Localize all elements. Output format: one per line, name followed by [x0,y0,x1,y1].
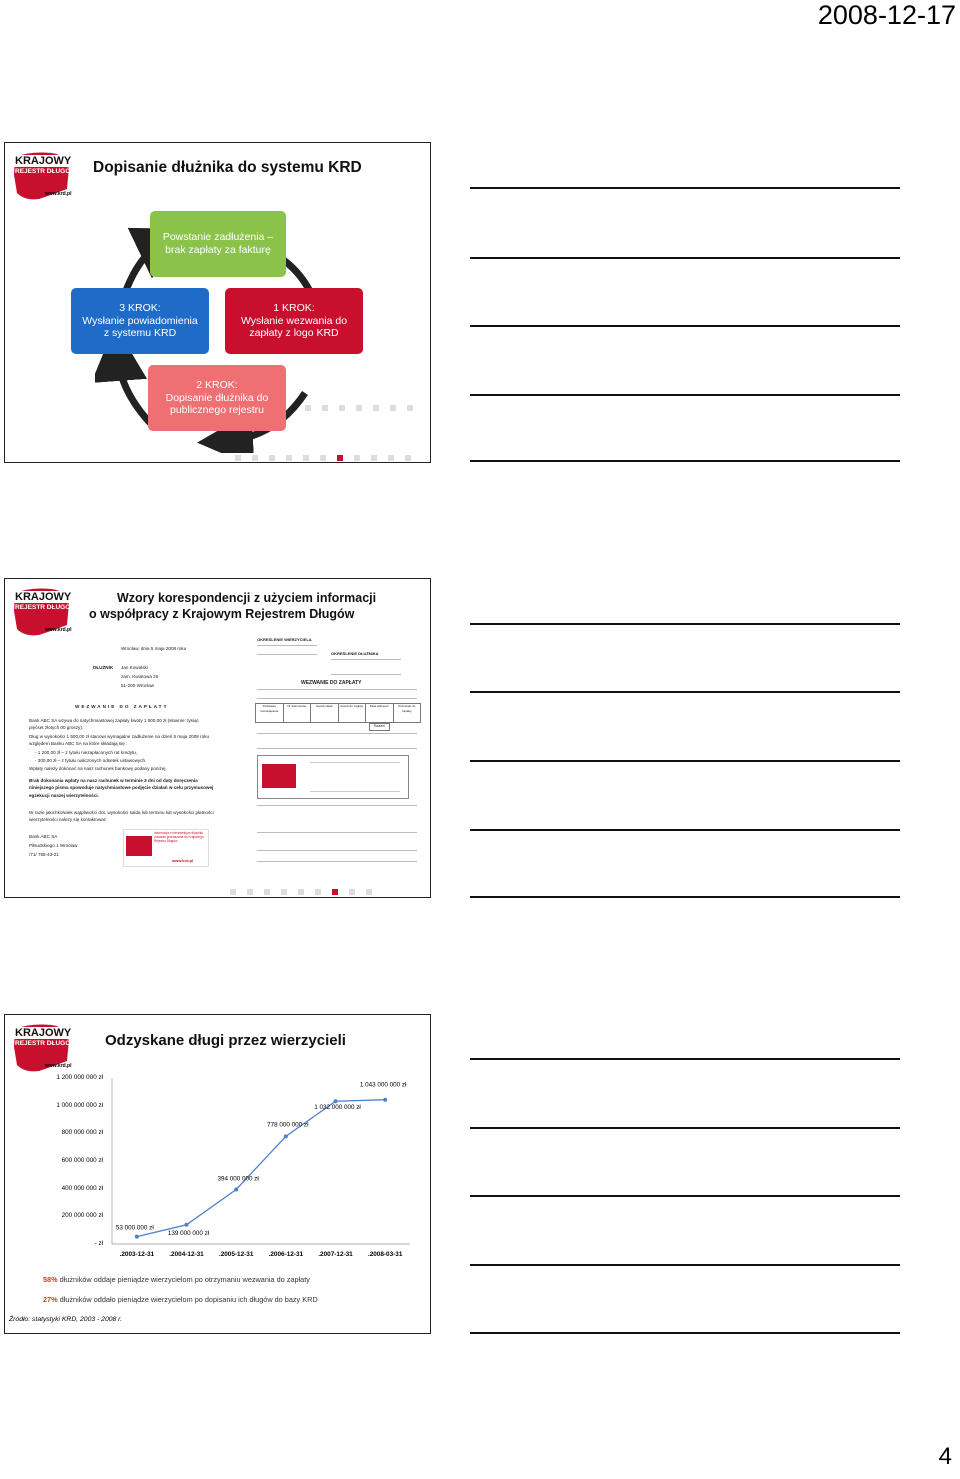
slide-2 [4,578,431,898]
y-tick-label: - zł [94,1240,103,1247]
logo-text-rejestr: REJESTR DŁUGÓW [15,168,77,175]
data-point [334,1099,338,1103]
data-point [284,1134,288,1138]
data-label: 1 043 000 000 zł [359,1081,407,1089]
doc-lines [257,689,417,699]
doc-closing: W razie jakichkolwiek wątpliwości dot. wysokości salda lub terminu lub wysokości płatności wierzytelności należy się kontaktować [29,810,214,823]
doc-lines [257,645,317,655]
logo-text-krajowy: KRAJOWY [15,1027,72,1039]
notes-line [470,896,900,898]
stat-2-text: dłużników oddało pieniądze wierzycielom po dopisaniu ich długów do bazy KRD [59,1295,318,1304]
box-right-line1: 1 KROK: [273,302,315,315]
doc-left [25,637,215,877]
box-top-line1: Powstanie zadłużenia – [162,231,274,244]
notice-logo [262,764,296,788]
doc-item1: - 1 200,00 zł – z tytułu niezapłaconych rat kredytu, [35,750,138,755]
box-step-3 [71,288,209,354]
series-line [137,1100,385,1237]
doc-lines [331,659,401,675]
doc-table [255,703,421,723]
box-top-line2: brak zapłaty za fakturę [165,244,271,256]
logo-text-rejestr: REJESTR DŁUGÓW [15,604,77,611]
logo-url: www.krd.pl [45,1063,72,1069]
decor-dots-3 [230,889,372,895]
box-left-line1: 3 KROK: [119,302,161,315]
y-tick-label: 600 000 000 zł [61,1157,103,1164]
box-bottom-line2: Dopisanie dłużnika do [165,391,269,404]
doc-right-heading: WEZWANIE DO ZAPŁATY [301,680,362,686]
table-header-cell: Data płatności [366,704,394,722]
data-label: 1 032 000 000 zł [314,1104,361,1112]
notes-line [470,1195,900,1197]
logo-url: www.krd.pl [45,191,72,197]
doc-debtor-label: DŁUŻNIK [93,665,114,670]
doc-place-date: Wrocław, dnia 5 maja 2008 roku [121,646,187,651]
doc-sender2: Piłsudskiego 1 Wrocław [29,843,78,848]
notes-line [470,187,900,189]
box-right-line3: zapłaty z logo KRD [249,327,339,340]
decor-dots-2 [235,455,411,461]
doc-krd-notice [257,755,409,799]
doc-warning: Brak dokonania wpłaty na nasz rachunek w terminie 3 dni od daty doręczenia niniejszego pisma spowoduje natychmiastowe podjęcie działań w celu przymusowej egzekucji naszej wierzytelności. [29,778,214,798]
doc-krd-stamp [123,829,209,867]
box-right-line2: Wysłanie wezwania do [240,314,348,327]
doc-lines [257,850,417,862]
slide-1 [4,142,431,463]
stat-1-pct: 58% [43,1275,58,1284]
stat-2-pct: 27% [43,1295,58,1304]
notes-line [470,1127,900,1129]
box-left-line3: z systemu KRD [103,327,177,340]
y-tick-label: 400 000 000 zł [61,1185,103,1192]
doc-item2: - 300,00 zł – z tytułu naliczonych odsetek ustawowych. [35,758,147,763]
x-tick-label: .2003-12-31 [119,1251,155,1258]
table-header-cell: Podstawa zobowiązania [256,704,284,722]
box-bottom-line3: publicznego rejestru [170,404,264,417]
notes-line [470,829,900,831]
table-header-cell: Kwota do zapłaty [339,704,367,722]
data-label: 53 000 000 zł [115,1224,154,1232]
data-point [234,1187,238,1191]
table-header-cell: Kwota salda [311,704,339,722]
y-tick-label: 800 000 000 zł [61,1129,103,1136]
x-tick-label: .2008-03-31 [367,1251,403,1258]
doc-right [231,635,421,880]
slide-3 [4,1014,431,1334]
notes-line [470,1058,900,1060]
table-header-cell: Nr dokumentu [284,704,312,722]
notes-line [470,257,900,259]
slide-1-title: Dopisanie dłużnika do systemu KRD [93,159,362,176]
page-date: 2008-12-17 [817,0,956,30]
box-left-line2: Wysłanie powiadomienia [82,314,198,327]
stat-1-text: dłużników oddaje pieniądze wierzycielom po otrzymaniu wezwania do zapłaty [59,1275,310,1284]
logo-text-rejestr: REJESTR DŁUGÓW [15,1040,77,1047]
notes-line [470,623,900,625]
box-debt-origin [150,211,286,277]
decor-dots-1 [305,405,413,411]
slide-2-title-line1: Wzory korespondencji z użyciem informacji [117,591,377,605]
notes-line [470,1332,900,1334]
data-point [383,1098,387,1102]
box-step-1 [225,288,363,354]
slide-2-title-line2: o współpracy z Krajowym Rejestrem Długów [89,607,355,621]
slide-3-title: Odzyskane długi przez wierzycieli [105,1032,346,1049]
data-label: 778 000 000 zł [267,1121,309,1129]
doc-creditor-label: OKREŚLENIE WIERZYCIELA [257,637,312,642]
stamp-logo [126,836,152,856]
stat-2 [43,1295,318,1304]
data-point [185,1223,189,1227]
doc-lines [257,733,417,749]
doc-body3: Wpłaty należy dokonać na nasz rachunek bankowy podany poniżej. [29,766,167,771]
x-tick-label: .2004-12-31 [169,1251,204,1258]
stamp-url: www.krd.pl [172,858,194,863]
table-sum-label: Razem [369,723,390,731]
y-tick-label: 1 000 000 000 zł [56,1102,103,1109]
x-tick-label: .2005-12-31 [218,1251,254,1258]
notes-line [470,760,900,762]
notes-line [470,691,900,693]
x-tick-label: .2006-12-31 [268,1251,304,1258]
page-number: 4 [938,1443,952,1470]
box-bottom-line1: 2 KROK: [196,379,238,392]
doc-debtor-address2: 51-200 Wrocław [121,683,155,688]
table-header-cell: Pozostało do zapłaty [398,704,416,713]
doc-debtor-name: Jan Kowalski [121,665,148,670]
logo-text-krajowy: KRAJOWY [15,591,72,603]
y-tick-label: 200 000 000 zł [61,1212,103,1219]
doc-debtor-address1: zam. Kwiatowa 26 [121,674,159,679]
data-label: 139 000 000 zł [167,1229,210,1237]
doc-lines [310,762,400,792]
logo-url: www.krd.pl [45,627,72,633]
x-tick-label: .2007-12-31 [318,1251,353,1258]
doc-lines [257,805,417,833]
doc-debtor-label-right: OKREŚLENIE DŁUŻNIKA [331,651,379,656]
notes-line [470,1264,900,1266]
source-note: Źródło: statystyki KRD, 2003 - 2008 r. [9,1316,123,1323]
data-label: 394 000 000 zł [217,1175,259,1183]
doc-sender1: Bank ABC SA [29,834,58,839]
stat-1 [43,1275,310,1284]
notes-line [470,394,900,396]
box-step-2 [148,365,286,431]
data-point [135,1235,139,1239]
recovered-debts-chart [5,1015,430,1275]
y-tick-label: 1 200 000 000 zł [56,1074,103,1081]
doc-sender3: /71/ 765-43-21 [29,852,59,857]
doc-heading: WEZWANIE DO ZAPŁATY [75,704,169,709]
doc-body1: Bank ABC SA wzywa do natychmiastowej zapłaty kwoty 1 500,00 zł (słownie: tysiąc pięćset złotych 00 groszy). [29,718,199,731]
stamp-text: Informacja o nierzetelnym dłużniku zostanie przekazana do Krajowego Rejestru Długów [154,831,204,844]
logo-text-krajowy: KRAJOWY [15,155,72,167]
notes-line [470,460,900,462]
notes-line [470,325,900,327]
doc-body2: Dług w wysokości 1 500,00 zł stanowi wymagalne zadłużenie na dzień 5 maja 2008 roku względem Banku ABC SA na które składają się : [29,734,210,747]
